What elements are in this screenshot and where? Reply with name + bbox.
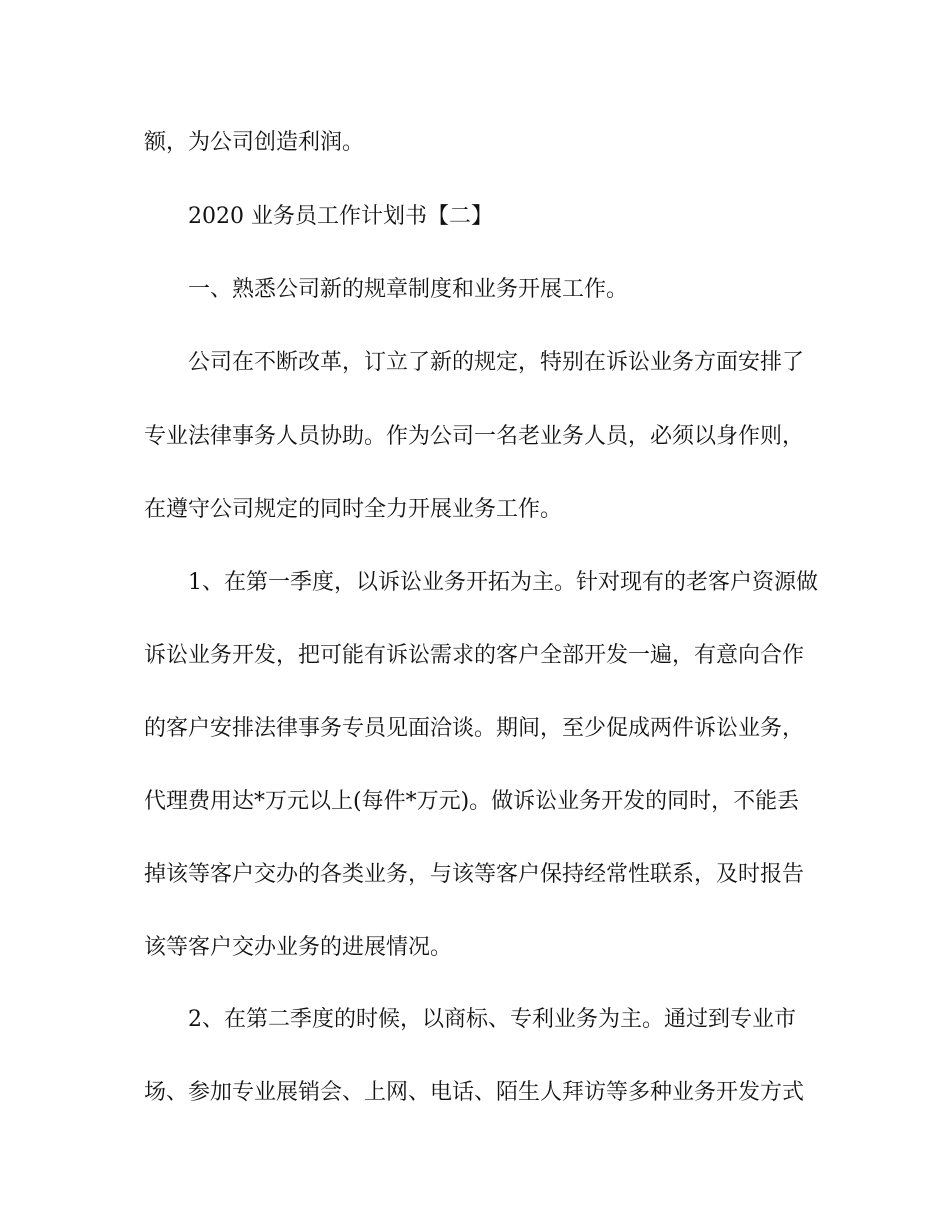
paragraph-line: 在遵守公司规定的同时全力开展业务工作。 bbox=[144, 497, 563, 522]
paragraph-line: 掉该等客户交办的各类业务，与该等客户保持经常性联系，及时报告 bbox=[144, 862, 805, 887]
paragraph-line: 代理费用达*万元以上(每件*万元)。做诉讼业务开发的同时，不能丢 bbox=[144, 789, 800, 814]
paragraph-line: 的客户安排法律事务专员见面洽谈。期间，至少促成两件诉讼业务， bbox=[144, 716, 805, 741]
section-heading: 2020 业务员工作计划书【二】 bbox=[188, 204, 493, 229]
paragraph-line: 专业法律事务人员协助。作为公司一名老业务人员，必须以身作则， bbox=[144, 424, 805, 449]
paragraph-line: 公司在不断改革，订立了新的规定，特别在诉讼业务方面安排了 bbox=[188, 350, 805, 375]
paragraph-line: 场、参加专业展销会、上网、电话、陌生人拜访等多种业务开发方式 bbox=[144, 1080, 805, 1105]
paragraph-line: 2、在第二季度的时候，以商标、专利业务为主。通过到专业市 bbox=[188, 1007, 796, 1032]
paragraph-line: 诉讼业务开发，把可能有诉讼需求的客户全部开发一遍，有意向合作 bbox=[144, 643, 805, 668]
paragraph-line: 额，为公司创造利润。 bbox=[144, 130, 365, 155]
paragraph-line: 该等客户交办业务的进展情况。 bbox=[144, 935, 453, 960]
subsection-heading: 一、熟悉公司新的规章制度和业务开展工作。 bbox=[188, 277, 629, 302]
paragraph-line: 1、在第一季度，以诉讼业务开拓为主。针对现有的老客户资源做 bbox=[188, 570, 818, 595]
